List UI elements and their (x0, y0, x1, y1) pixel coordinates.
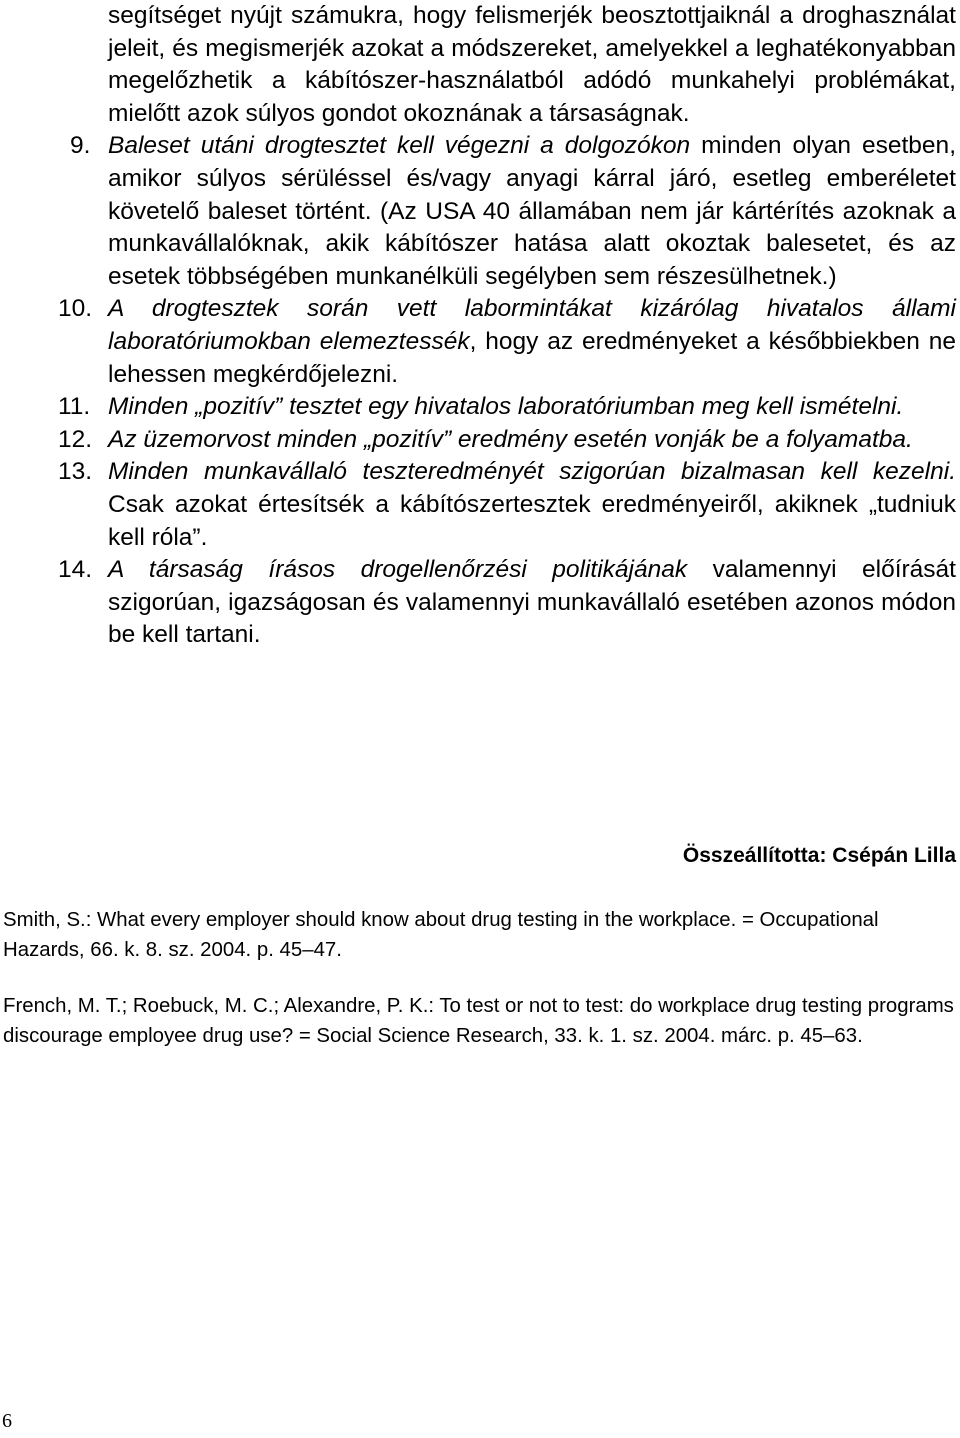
item-number: 14. (58, 556, 93, 584)
item-emphasis: Minden „pozitív” tesztet egy hivatalos laboratóriumban meg kell ismételni. (108, 393, 904, 421)
intro-paragraph: segítséget nyújt számukra, hogy felismerjék beosztottjaiknál a droghasználat jeleit, és megismerjék azokat a módszereket, amelyekkel a leghatékonyabban megelőzhetik a kábítószer-használatból adódó munkahelyi problémákat, mielőtt azok súlyos gondot okoznának a társaságnak. (108, 2, 956, 127)
main-text (58, 0, 956, 652)
list-item-9 (70, 130, 956, 293)
item-number: 11. (58, 393, 91, 421)
list-item-14 (58, 554, 956, 652)
item-text: minden olyan esetben, amikor súlyos sérüléssel és/vagy anyagi kárral járó, esetleg emberéletet követelő baleset történt. (Az USA 40 államában nem jár kártérítés azoknak a munkavállalóknak, akik kábítószer hatása alatt okoztak balesetet, és az esetek többségében munkanélküli segélyben sem részesülhetnek.) (108, 132, 956, 290)
item-emphasis: A társaság írásos drogellenőrzési politikájának (108, 556, 688, 584)
item-number: 12. (58, 425, 93, 453)
page-number: 6 (2, 1410, 12, 1432)
list-item-11 (58, 391, 956, 424)
item-text: Csak azokat értesítsék a kábítószertesztek eredményeiről, akiknek „tudniuk kell róla”. (108, 490, 956, 551)
author-signature: Összeállította: Csépán Lilla (682, 844, 956, 867)
list-item-10 (58, 293, 956, 391)
list-item-12 (58, 424, 956, 457)
reference-2: French, M. T.; Roebuck, M. C.; Alexandre, P. K.: To test or not to test: do workplace drug testing programs discourage employee drug use? = Social Science Research, 33. k. 1. sz. 2004. márc. p. 45–63. (3, 995, 954, 1047)
list-item-13 (58, 456, 956, 554)
reference-1: Smith, S.: What every employer should know about drug testing in the workplace. = Occupational Hazards, 66. k. 8. sz. 2004. p. 45–47. (3, 909, 879, 961)
item-text: , hogy az eredményeket a későbbiekben ne lehessen megkérdőjelezni. (108, 327, 956, 388)
item-number: 10. (58, 295, 93, 323)
item-number: 9. (70, 132, 91, 160)
item-emphasis: A drogtesztek során vett labormintákat kizárólag hivatalos állami laboratóriumokban elemeztessék (108, 295, 956, 355)
item-text: valamennyi előírását szigorúan, igazságosan és valamennyi munkavállaló esetében azonos módon be kell tartani. (108, 556, 956, 649)
item-emphasis: Az üzemorvost minden „pozitív” eredmény esetén vonják be a folyamatba. (108, 425, 913, 453)
item-emphasis: Baleset utáni drogtesztet kell végezni a dolgozókon (108, 132, 691, 160)
item-emphasis: Minden munkavállaló teszteredményét szigorúan bizalmasan kell kezelni. (108, 458, 956, 486)
item-number: 13. (58, 458, 93, 486)
